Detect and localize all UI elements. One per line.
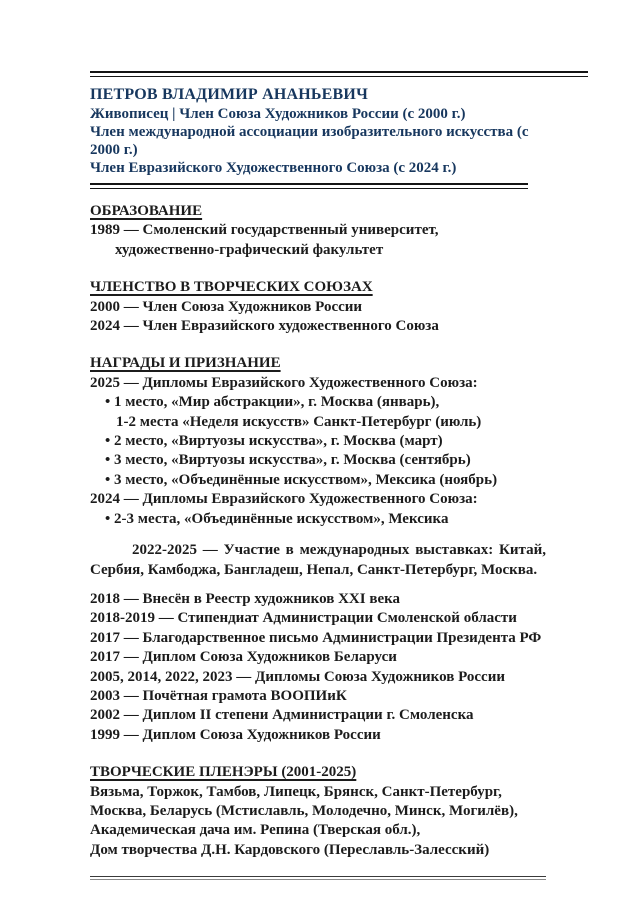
section-awards (90, 354, 546, 745)
resume-line: 2025 — Дипломы Евразийского Художественного Союза: (90, 374, 478, 391)
resume-line: 2017 — Диплом Союза Художников Беларуси (90, 649, 397, 666)
resume-line: 1989 — Смоленский государственный университет, (90, 222, 439, 239)
section-memberships (90, 278, 546, 336)
resume-line: художественно-графический факультет (115, 241, 384, 258)
resume-line: • 2-3 места, «Объединённые искусством», Мексика (90, 510, 546, 529)
resume-line: 2018 — Внесён в Реестр художников XXI века (90, 590, 401, 607)
resume-line: 2000 — Член Союза Художников России (90, 298, 363, 315)
section-heading: ТВОРЧЕСКИЕ ПЛЕНЭРЫ (2001-2025) (90, 764, 357, 781)
top-double-rule (90, 71, 588, 77)
resume-line: 1999 — Диплом Союза Художников России (90, 726, 381, 743)
section-heading: НАГРАДЫ И ПРИЗНАНИЕ (90, 355, 281, 372)
section-heading: ЧЛЕНСТВО В ТВОРЧЕСКИХ СОЮЗАХ (90, 279, 373, 296)
resume-line: Дом творчества Д.Н. Кардовского (Переславль-Залесский) (90, 841, 490, 858)
resume-header (90, 85, 546, 177)
header-subtitle-line: Живописец | Член Союза Художников России (с 2000 г.) (90, 106, 466, 122)
header-bottom-double-rule (90, 183, 528, 189)
resume-line: 2017 — Благодарственное письмо Администрации Президента РФ (90, 629, 542, 646)
header-subtitle-line: Член международной ассоциации изобразительного искусства (с 2000 г.) (90, 124, 529, 158)
resume-line: • 2 место, «Виртуозы искусства», г. Москва (март) (90, 432, 546, 451)
resume-line: • 3 место, «Виртуозы искусства», г. Москва (сентябрь) (90, 451, 546, 470)
section-heading: ОБРАЗОВАНИЕ (90, 203, 203, 219)
section-education (90, 202, 546, 260)
resume-line: • 1 место, «Мир абстракции», г. Москва (январь), (90, 393, 546, 412)
resume-line: 2024 — Член Евразийского художественного Союза (90, 318, 439, 335)
resume-line: Вязьма, Торжок, Тамбов, Липецк, Брянск, Санкт-Петербург, (90, 783, 502, 800)
resume-line: • 3 место, «Объединённые искусством», Мексика (ноябрь) (90, 471, 546, 490)
person-name: ПЕТРОВ ВЛАДИМИР АНАНЬЕВИЧ (90, 86, 369, 103)
resume-line: Академическая дача им. Репина (Тверская обл.), (90, 822, 421, 839)
resume-line: 2005, 2014, 2022, 2023 — Дипломы Союза Художников России (90, 668, 505, 685)
resume-line: 2003 — Почётная грамота ВООПИиК (90, 687, 347, 704)
header-subtitle-line: Член Евразийского Художественного Союза (с 2024 г.) (90, 160, 457, 176)
section-plein-airs (90, 763, 546, 860)
resume-line: 2002 — Диплом II степени Администрации г. Смоленска (90, 707, 474, 724)
resume-line: 2022-2025 — Участие в международных выставках: Китай, Сербия, Камбоджа, Бангладеш, Непал, Санкт-Петербург, Москва. (90, 542, 546, 578)
resume-line: 2024 — Дипломы Евразийского Художественного Союза: (90, 491, 478, 508)
resume-line: 2018-2019 — Стипендиат Администрации Смоленской области (90, 610, 517, 627)
bottom-page-rule (90, 876, 546, 880)
resume-line: Москва, Беларусь (Мстиславль, Молодечно, Минск, Могилёв), (90, 802, 518, 819)
resume-line: 1-2 места «Неделя искусств» Санкт-Петербург (июль) (116, 413, 482, 430)
resume-body (90, 202, 546, 860)
